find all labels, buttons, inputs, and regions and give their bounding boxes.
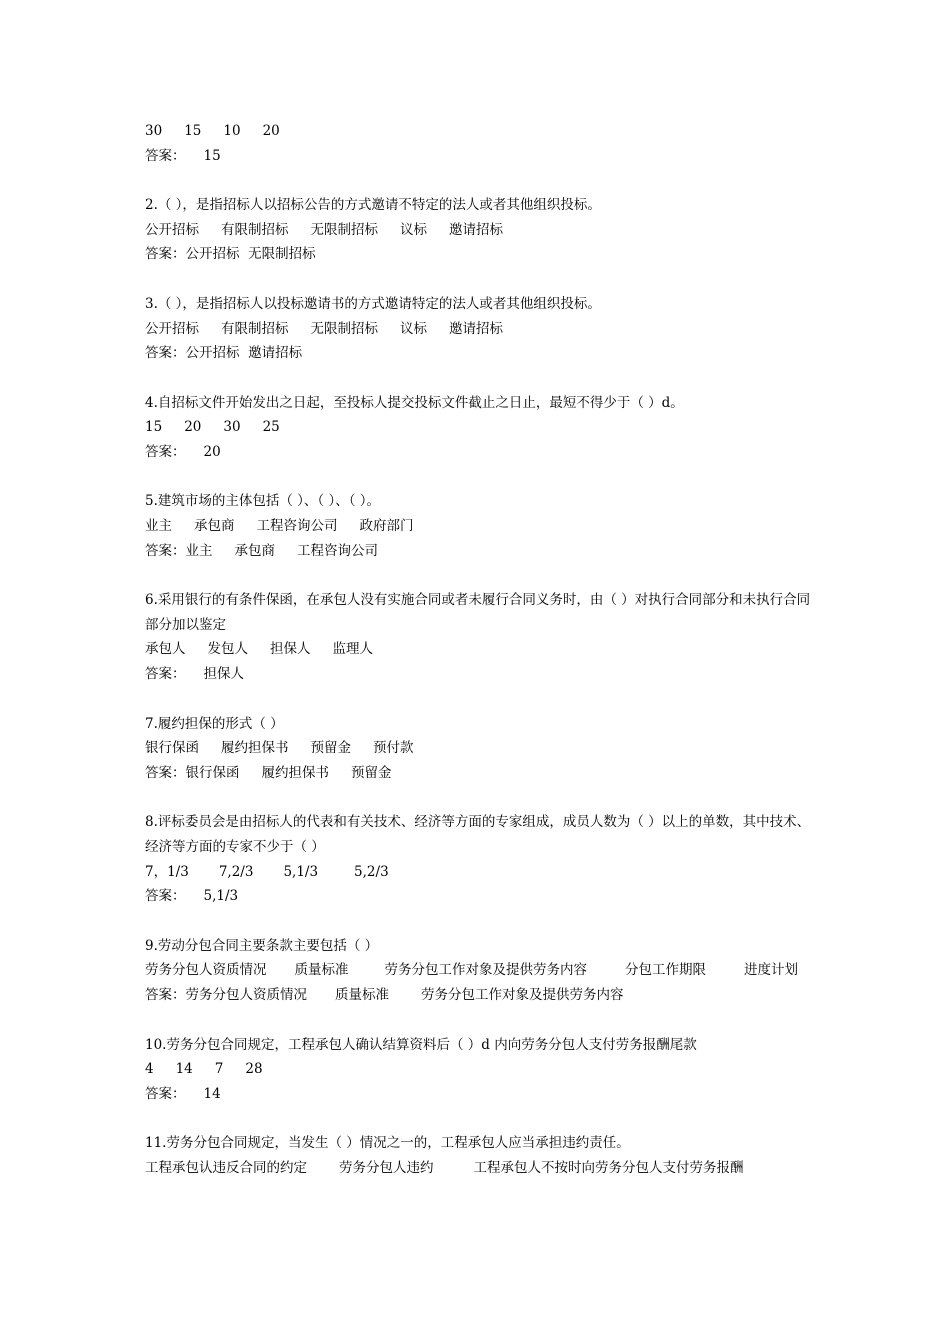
options-row bbox=[145, 218, 815, 243]
question-text: 10.劳务分包合同规定，工程承包人确认结算资料后（ ）d 内向劳务分包人支付劳务报酬尾款 bbox=[145, 1036, 697, 1053]
option: 30 bbox=[223, 419, 241, 436]
option: 有限制招标 bbox=[221, 320, 289, 337]
options-row bbox=[145, 119, 815, 144]
option: 7 bbox=[214, 1061, 224, 1078]
option: 发包人 bbox=[207, 641, 248, 658]
option: 7，1/3 bbox=[145, 863, 189, 880]
option: 工程承包人不按时向劳务分包人支付劳务报酬 bbox=[473, 1159, 744, 1176]
option: 工程咨询公司 bbox=[256, 518, 338, 534]
option: 4 bbox=[145, 1061, 154, 1078]
option: 公开招标 bbox=[145, 221, 199, 238]
question-text: 2.（ ），是指招标人以招标公告的方式邀请不特定的法人或者其他组织投标。 bbox=[145, 197, 601, 214]
option: 7,2/3 bbox=[218, 863, 254, 880]
options-row bbox=[145, 860, 815, 885]
option: 预留金 bbox=[310, 740, 351, 757]
answer-row bbox=[145, 1082, 815, 1107]
answer-value: 质量标准 bbox=[335, 987, 389, 1004]
question-text: 9.劳动分包合同主要条款主要包括（ ） bbox=[145, 937, 379, 954]
option: 担保人 bbox=[270, 641, 311, 658]
answer-value: 担保人 bbox=[203, 666, 244, 683]
document-page bbox=[145, 119, 815, 1181]
answer-value: 业主 bbox=[185, 542, 213, 559]
option: 15 bbox=[184, 123, 202, 139]
answer-value: 14 bbox=[203, 1085, 221, 1102]
answer-row bbox=[145, 341, 815, 366]
answer-value: 履约担保书 bbox=[261, 764, 329, 781]
options-row bbox=[145, 317, 815, 342]
answer-row bbox=[145, 662, 815, 687]
answer-label: 答案： bbox=[145, 147, 186, 164]
answer-label: 答案： bbox=[145, 246, 186, 263]
options-row bbox=[145, 514, 815, 539]
option: 10 bbox=[223, 123, 241, 139]
option: 工程承包认违反合同的约定 bbox=[145, 1159, 307, 1176]
answer-label: 答案： bbox=[145, 542, 186, 559]
question-text: 3.（ ），是指招标人以投标邀请书的方式邀请特定的法人或者其他组织投标。 bbox=[145, 295, 601, 312]
answer-value: 公开招标 bbox=[185, 246, 240, 263]
answer-value: 预留金 bbox=[351, 764, 392, 781]
answer-row bbox=[145, 539, 815, 564]
answer-value: 劳务分包人资质情况 bbox=[185, 987, 307, 1004]
answer-value: 20 bbox=[203, 443, 221, 460]
options-row bbox=[145, 415, 815, 440]
answer-label: 答案： bbox=[145, 888, 186, 905]
option: 25 bbox=[262, 419, 280, 436]
option: 邀请招标 bbox=[449, 221, 503, 238]
option: 无限制招标 bbox=[310, 221, 378, 238]
option: 议标 bbox=[400, 221, 427, 238]
option: 5,1/3 bbox=[283, 863, 319, 880]
option: 14 bbox=[175, 1061, 193, 1078]
answer-row bbox=[145, 884, 815, 909]
option: 5,2/3 bbox=[354, 863, 389, 880]
option: 劳务分包人资质情况 bbox=[145, 962, 267, 979]
answer-value: 无限制招标 bbox=[248, 246, 316, 263]
answer-value: 15 bbox=[203, 147, 221, 164]
question-text: 7.履约担保的形式（ ） bbox=[145, 715, 284, 732]
question-text: 11.劳务分包合同规定，当发生（ ）情况之一的，工程承包人应当承担违约责任。 bbox=[145, 1135, 630, 1152]
answer-value: 邀请招标 bbox=[248, 345, 303, 362]
question-text: 6.采用银行的有条件保函，在承包人没有实施合同或者未履行合同义务时，由（ ）对执行合同部分和未执行合同部分加以鉴定 bbox=[145, 592, 811, 633]
option: 质量标准 bbox=[294, 962, 349, 979]
answer-label: 答案： bbox=[145, 443, 186, 460]
answer-value: 工程咨询公司 bbox=[297, 542, 378, 559]
option: 分包工作期限 bbox=[625, 962, 706, 979]
answer-value: 公开招标 bbox=[185, 345, 240, 362]
question-text: 5.建筑市场的主体包括（ ）、（ ）、（ ）。 bbox=[145, 493, 381, 510]
option: 履约担保书 bbox=[221, 740, 289, 757]
option: 劳务分包工作对象及提供劳务内容 bbox=[384, 962, 587, 979]
options-row bbox=[145, 637, 815, 662]
answer-value: 承包商 bbox=[234, 542, 275, 559]
answer-row bbox=[145, 440, 815, 465]
option: 公开招标 bbox=[145, 320, 199, 337]
answer-row bbox=[145, 242, 815, 267]
option: 无限制招标 bbox=[310, 320, 378, 337]
answer-label: 答案： bbox=[145, 666, 186, 683]
option: 邀请招标 bbox=[449, 320, 503, 337]
option: 银行保函 bbox=[145, 740, 199, 757]
option: 议标 bbox=[400, 320, 427, 337]
option: 20 bbox=[184, 419, 202, 436]
option: 业主 bbox=[145, 518, 172, 534]
option: 预付款 bbox=[373, 740, 414, 757]
option: 政府部门 bbox=[359, 518, 414, 534]
option: 监理人 bbox=[332, 641, 373, 658]
option: 进度计划 bbox=[744, 962, 798, 979]
option: 承包人 bbox=[145, 641, 186, 658]
answer-value: 劳务分包工作对象及提供劳务内容 bbox=[421, 987, 624, 1004]
answer-label: 答案： bbox=[145, 764, 186, 781]
answer-label: 答案： bbox=[145, 1085, 186, 1102]
question-text: 8.评标委员会是由招标人的代表和有关技术、经济等方面的专家组成，成员人数为（ ）以上的单数，其中技术、经济等方面的专家不少于（ ） bbox=[145, 814, 811, 855]
options-row bbox=[145, 736, 815, 761]
option: 20 bbox=[262, 123, 280, 139]
question-text: 4.自招标文件开始发出之日起，至投标人提交投标文件截止之日止，最短不得少于（ ）d。 bbox=[145, 394, 684, 411]
answer-row bbox=[145, 761, 815, 786]
option: 30 bbox=[145, 123, 163, 139]
option: 承包商 bbox=[194, 518, 235, 534]
answer-value: 银行保函 bbox=[185, 764, 240, 781]
answer-value: 5,1/3 bbox=[203, 888, 239, 905]
answer-label: 答案： bbox=[145, 345, 186, 362]
option: 15 bbox=[145, 419, 163, 436]
options-row bbox=[145, 1057, 815, 1082]
answer-row bbox=[145, 983, 815, 1008]
answer-row bbox=[145, 144, 815, 169]
option: 劳务分包人违约 bbox=[339, 1159, 434, 1176]
options-row bbox=[145, 1156, 815, 1181]
answer-label: 答案： bbox=[145, 987, 186, 1004]
option: 有限制招标 bbox=[221, 221, 289, 238]
options-row bbox=[145, 958, 815, 983]
option: 28 bbox=[245, 1061, 263, 1078]
